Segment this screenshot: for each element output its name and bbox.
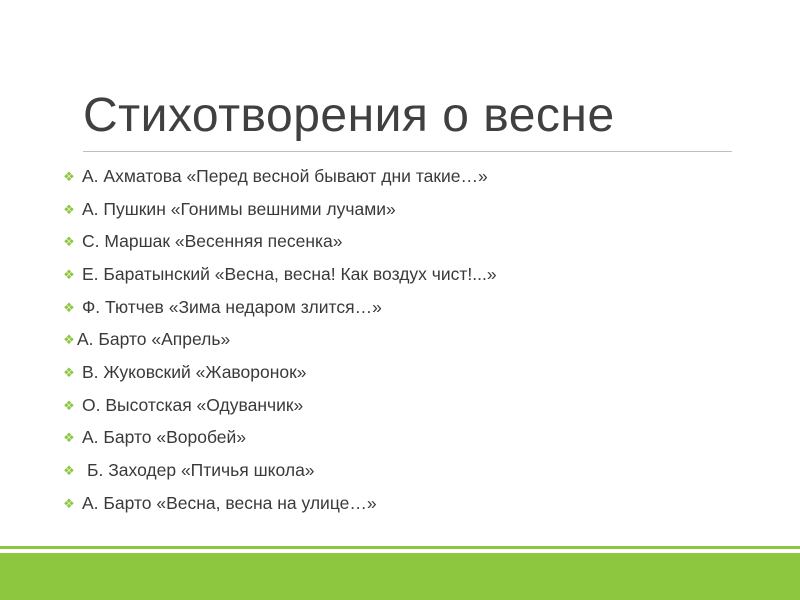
poem-title: А. Пушкин «Гонимы вешними лучами» xyxy=(82,198,396,219)
poem-title: С. Маршак «Весенняя песенка» xyxy=(82,231,343,252)
list-item xyxy=(62,193,497,226)
list-item xyxy=(62,389,497,422)
list-item xyxy=(62,258,497,291)
poem-title: О. Высотская «Одуванчик» xyxy=(82,394,304,415)
poem-title: Б. Заходер «Птичья школа» xyxy=(87,460,315,481)
list-item xyxy=(62,291,497,324)
diamond-bullet-icon: ❖ xyxy=(63,201,75,217)
diamond-bullet-icon: ❖ xyxy=(63,299,75,315)
footer-accent-line xyxy=(0,546,800,549)
diamond-bullet-icon: ❖ xyxy=(63,168,75,184)
poem-title: А. Барто «Весна, весна на улице…» xyxy=(82,492,377,513)
list-item xyxy=(62,454,497,487)
poem-title: А. Барто «Воробей» xyxy=(82,427,247,448)
list-item xyxy=(62,323,497,356)
list-item xyxy=(62,356,497,389)
list-item xyxy=(62,225,497,258)
list-item xyxy=(62,160,497,193)
diamond-bullet-icon: ❖ xyxy=(63,495,75,511)
diamond-bullet-icon: ❖ xyxy=(63,332,75,348)
poem-title: А. Ахматова «Перед весной бывают дни такие…» xyxy=(82,165,488,186)
diamond-bullet-icon: ❖ xyxy=(63,463,75,479)
diamond-bullet-icon: ❖ xyxy=(63,364,75,380)
footer-accent-bar xyxy=(0,553,800,600)
list-item xyxy=(62,422,497,455)
title-divider xyxy=(83,151,732,152)
diamond-bullet-icon: ❖ xyxy=(63,397,75,413)
diamond-bullet-icon: ❖ xyxy=(63,234,75,250)
poem-title: А. Барто «Апрель» xyxy=(77,329,231,350)
list-item xyxy=(62,487,497,520)
diamond-bullet-icon: ❖ xyxy=(63,430,75,446)
poem-title: В. Жуковский «Жаворонок» xyxy=(82,361,307,382)
slide-title: Стихотворения о весне xyxy=(83,89,615,142)
diamond-bullet-icon: ❖ xyxy=(63,266,75,282)
poem-title: Ф. Тютчев «Зима недаром злится…» xyxy=(82,296,382,317)
poem-title: Е. Баратынский «Весна, весна! Как воздух чист!...» xyxy=(82,263,497,284)
poem-list xyxy=(62,160,497,520)
